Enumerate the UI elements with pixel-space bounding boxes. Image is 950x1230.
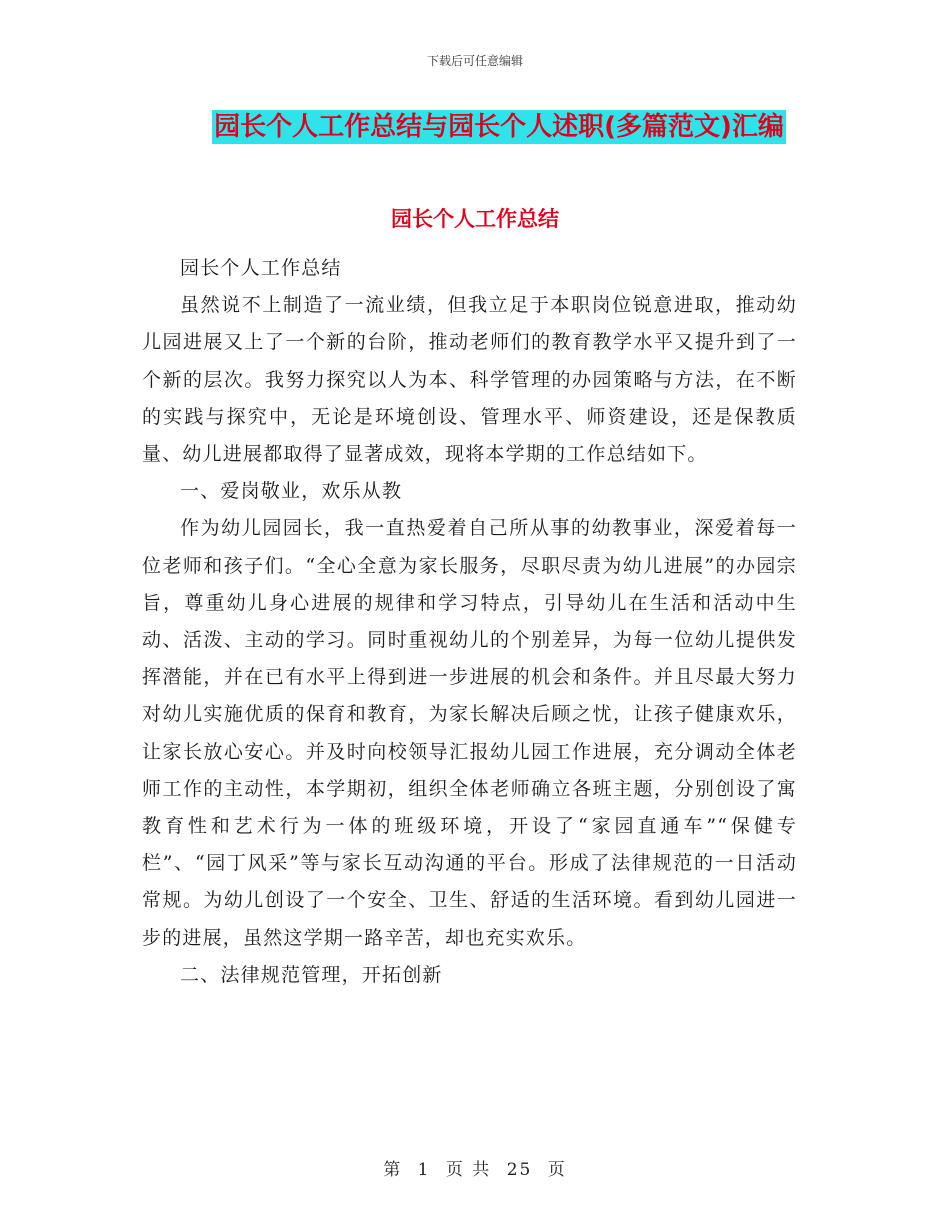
paragraph-one: 作为幼儿园园长，我一直热爱着自己所从事的幼教事业，深爱着每一位老师和孩子们。“全心全意为家长服务，尽职尽责为幼儿进展”的办园宗旨，尊重幼儿身心进展的规律和学习特点，引导幼儿在生活和活动中生动、活泼、主动的学习。同时重视幼儿的个别差异，为每一位幼儿提供发挥潜能，并在已有水平上得到进一步进展的机会和条件。并且尽最大努力对幼儿实施优质的保育和教育，为家长解决后顾之忧，让孩子健康欢乐，让家长放心安心。并及时向校领导汇报幼儿园工作进展，充分调动全体老师工作的主动性，本学期初，组织全体老师确立各班主题，分别创设了寓教育性和艺术行为一体的班级环境，开设了“家园直通车”“保健专栏”、“园丁风采”等与家长互动沟通的平台。形成了法律规范的一日活动常规。为幼儿创设了一个安全、卫生、舒适的生活环境。看到幼儿园进一步的进展，虽然这学期一路辛苦，却也充实欢乐。 <box>142 517 797 949</box>
section-title: 园长个人工作总结 <box>391 207 559 231</box>
paragraph-subtitle: 园长个人工作总结 <box>180 257 342 279</box>
document-title-wrap <box>0 110 950 144</box>
page-footer <box>0 1155 950 1180</box>
footer-suffix: 页 <box>547 1160 567 1180</box>
heading-two: 二、法律规范管理，开拓创新 <box>180 963 443 986</box>
footer-mid: 页 共 <box>445 1160 492 1180</box>
heading-one: 一、爱岗敬业，欢乐从教 <box>180 480 403 503</box>
footer-total-pages: 25 <box>506 1160 533 1180</box>
document-body <box>142 250 797 994</box>
footer-page-number: 1 <box>417 1160 431 1180</box>
paragraph-intro: 虽然说不上制造了一流业绩，但我立足于本职岗位锐意进取，推动幼儿园进展又上了一个新的台阶，推动老师们的教育教学水平又提升到了一个新的层次。我努力探究以人为本、科学管理的办园策略与方法，在不断的实践与探究中，无论是环境创设、管理水平、师资建设，还是保教质量、幼儿进展都取得了显著成效，现将本学期的工作总结如下。 <box>142 294 797 466</box>
footer-prefix: 第 <box>383 1160 403 1180</box>
header-note: 下载后可任意编辑 <box>426 54 523 68</box>
document-title: 园长个人工作总结与园长个人述职(多篇范文)汇编 <box>214 112 784 142</box>
